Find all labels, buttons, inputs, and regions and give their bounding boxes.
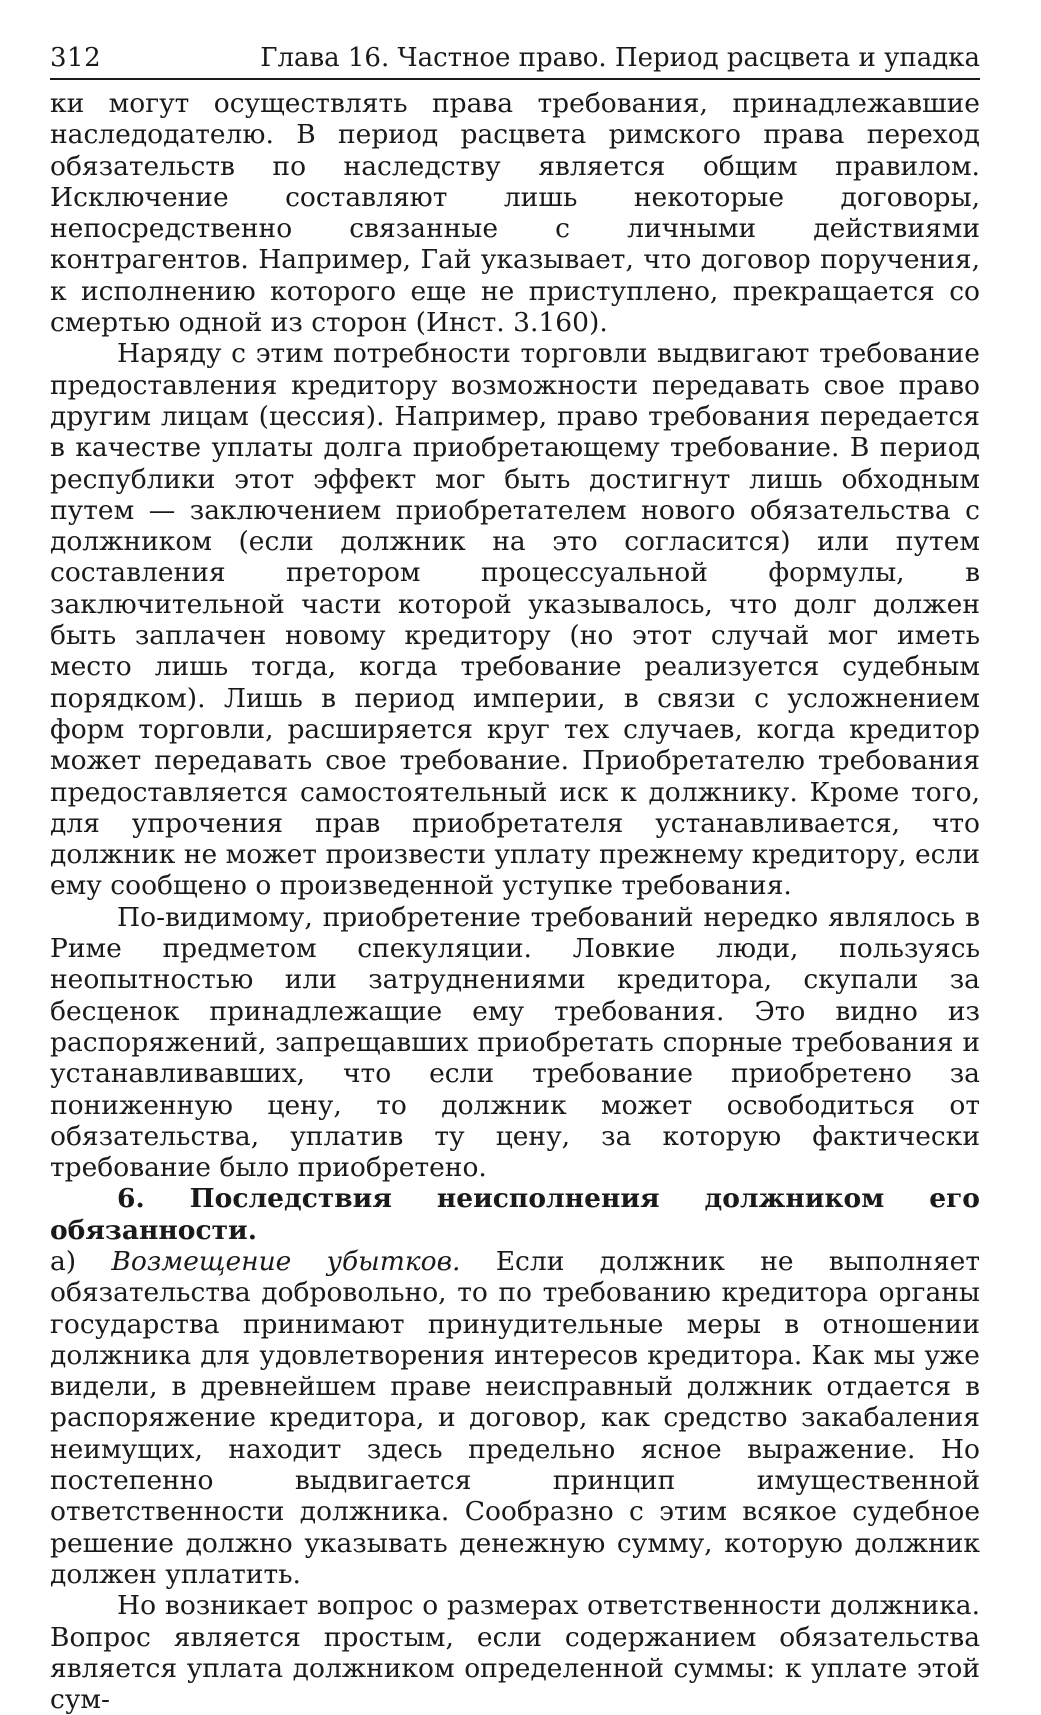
paragraph-cession: Наряду с этим потребности торговли выдвигают требование предоставления кредитору возможности передавать свое право другим лицам (цессия). Например, право требования передается в качестве уплаты долга приобретающему требование. В период республики этот эффект мог быть достигнут лишь обходным путем — заключением приобретателем нового обязательства с должником (если должник на это согласится) или путем составления претором процессуальной формулы, в заключительной части которой указывалось, что долг должен быть заплачен новому кредитору (но этот случай мог иметь место лишь тогда, когда требование реализуется судебным порядком). Лишь в период империи, в связи с усложнением форм торговли, расширяется круг тех случаев, когда кредитор может передавать свое требование. Приобретателю требования предоставляется самостоятельный иск к должнику. Кроме того, для упрочения прав приобретателя устанавливается, что должник не может произвести уплату прежнему кредитору, если ему сообщено о произведенной уступке требования. xyxy=(50,338,980,902)
paragraph-section-6 xyxy=(50,1183,980,1590)
book-page xyxy=(50,40,980,1715)
paragraph-speculation: По-видимому, приобретение требований нередко являлось в Риме предметом спекуляции. Ловкие люди, пользуясь неопытностью или затруднениями кредитора, скупали за бесценок принадлежащие ему требования. Это видно из распоряжений, запрещавших приобретать спорные требования и устанавливавших, что если требование приобретено за пониженную цену, то должник может освободиться от обязательства, уплатив ту цену, за которую фактически требование было приобретено. xyxy=(50,901,980,1184)
page-number: 312 xyxy=(50,43,102,73)
paragraph-liability: Но возникает вопрос о размерах ответственности должника. Вопрос является простым, если содержанием обязательства является уплата должником определенной суммы: к уплате этой сум- xyxy=(50,1590,980,1715)
paragraph-continuation: ки могут осуществлять права требования, принадлежавшие наследодателю. В период расцвета римского права переход обязательств по наследству является общим правилом. Исключение составляют лишь некоторые договоры, непосредственно связанные с личными действиями контрагентов. Например, Гай указывает, что договор поручения, к исполнению которого еще не приступлено, прекращается со смертью одной из сторон (Инст. 3.160). xyxy=(50,88,980,339)
section-6-text: Если должник не выполняет обязательства добровольно, то по требованию кредитора органы государства принимают принудительные меры в отношении должника для удовлетворения интересов кредитора. Как мы уже видели, в древнейшем праве неисправный должник отдается в распоряжение кредитора, и договор, как средство закабаления неимущих, находит здесь предельно ясное выражение. Но постепенно выдвигается принцип имущественной ответственности должника. Сообразно с этим всякое судебное решение должно указывать денежную сумму, которую должник должен уплатить. xyxy=(50,1245,981,1590)
body-text xyxy=(50,88,980,1715)
section-heading: 6. Последствия неисполнения должником его обязанности. xyxy=(50,1183,980,1246)
subsection-marker: а) xyxy=(50,1245,112,1277)
chapter-title: Глава 16. Частное право. Период расцвета и упадка xyxy=(260,43,980,73)
subsection-heading: Возмещение убытков. xyxy=(111,1245,461,1277)
running-head xyxy=(50,40,980,80)
